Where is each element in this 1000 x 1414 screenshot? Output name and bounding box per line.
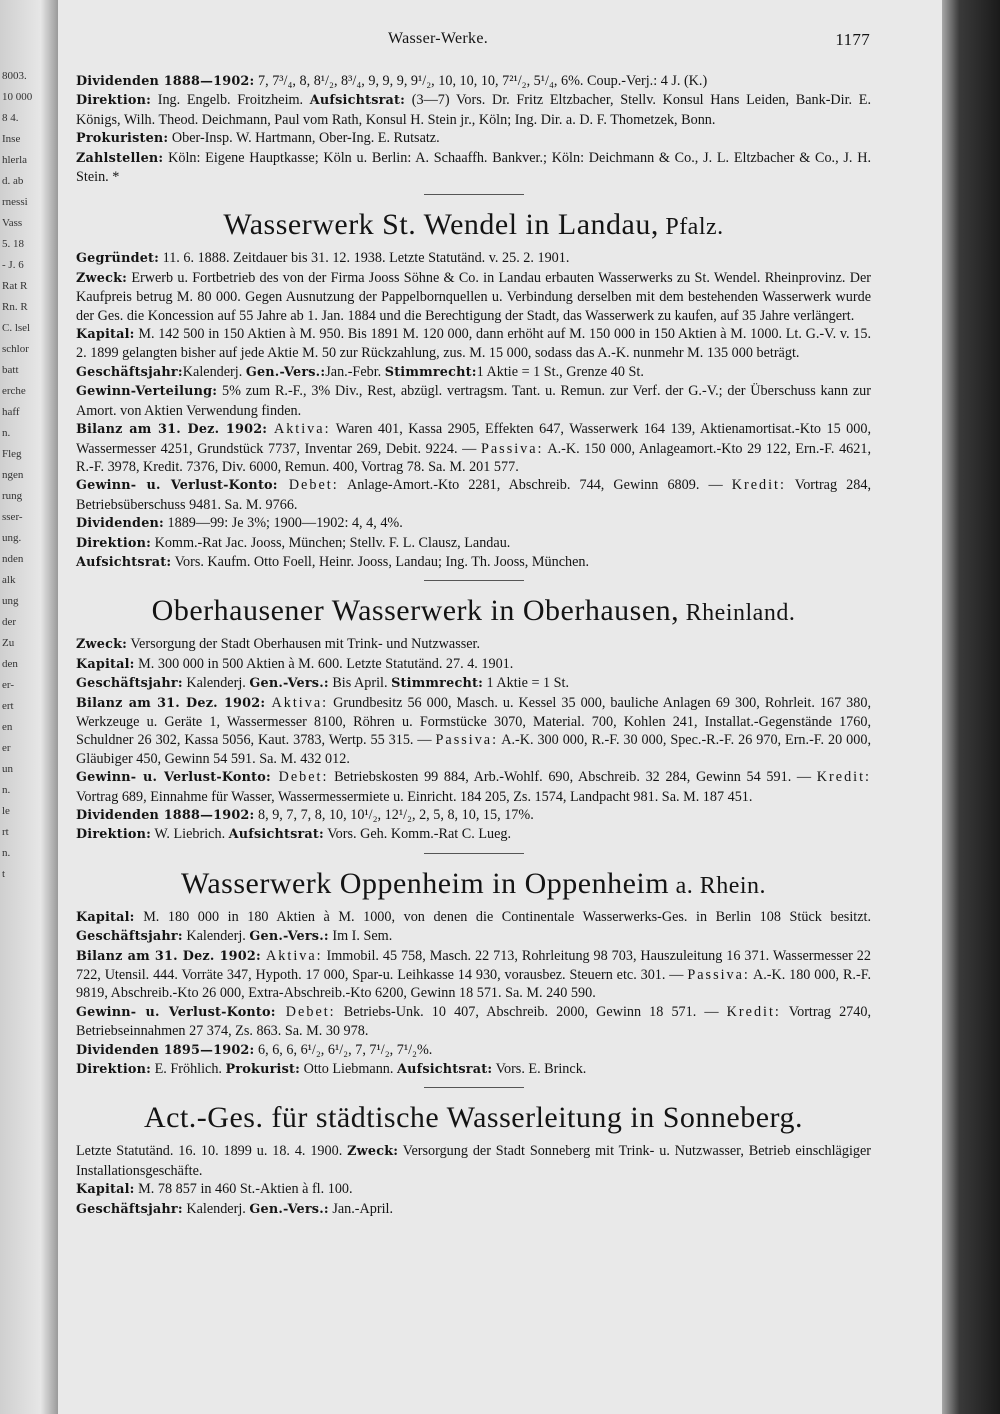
field-label: Zweck:	[76, 270, 128, 286]
entry-paragraph	[76, 1041, 871, 1060]
field-text: Kalenderj.	[182, 675, 250, 692]
field-label: Kapital:	[76, 327, 135, 343]
field-label: Kapital:	[76, 909, 135, 925]
field-label: Stimmrecht:	[384, 364, 477, 380]
field-label: Gegründet:	[76, 251, 160, 267]
entry-paragraph	[76, 1180, 871, 1199]
field-text: Immobil. 45 758, Masch. 22 713, Rohrleitung 98 703, Hauszuleitung 16 371. Wassermesser 22 722, Utensil. 444. Vorräte 347, Hypoth. 17 000, Spar-u. Leihkasse 14 930, vorausbez. Steuern etc. 301. —	[76, 947, 871, 984]
field-text: Kalenderj.	[182, 363, 246, 380]
company-entry	[76, 209, 871, 572]
field-label: Gewinn- u. Verlust-Konto:	[76, 478, 278, 494]
spaced-label: Passiva:	[480, 440, 544, 457]
running-title: Wasser-Werke.	[388, 30, 489, 47]
adjacent-page-margin	[0, 0, 58, 1414]
field-text: Versorgung der Stadt Sonneberg mit Trink- u. Nutzwasser, Betrieb einschlägiger Installationsgeschäfte.	[76, 1143, 871, 1179]
field-text: Im I. Sem.	[328, 928, 393, 945]
margin-fragment: batt	[2, 364, 19, 376]
field-label: Bilanz am 31. Dez. 1902:	[76, 695, 266, 711]
field-label: Gewinn- u. Verlust-Konto:	[76, 1004, 276, 1020]
field-text: Vors. Geh. Komm.-Rat C. Lueg.	[323, 826, 512, 843]
field-text: 1 Aktie = 1 St., Grenze 40 St.	[476, 363, 644, 380]
field-text: Waren 401, Kassa 2905, Effekten 647, Wasserwerk 164 139, Aktienamortisat.-Kto 15 000, Wassermesser 4251, Grundstück 7737, Inventar 269, Debit. 9224. —	[76, 421, 871, 457]
document-page	[58, 0, 942, 1414]
field-text: Letzte Statutänd. 16. 10. 1899 u. 18. 4. 1900.	[76, 1143, 348, 1160]
spaced-label: Kredit:	[731, 477, 786, 494]
field-text: Erwerb u. Fortbetrieb des von der Firma Jooss Söhne & Co. in Landau erbauten Wasserwerks zu St. Wendel. Rheinprovinz. Der Kaufpreis betrug M. 80 000. Gegen Ausnutzung der Pappelbornquellen u. Verbindung derselben mit dem bestehenden Wasserwerk wurde der Ges. die Koncession auf 55 Jahre ab 1. Jan. 1884 und die Berechtigung der Stadt, das Wasserwerk zu kaufen, auf 35 Jahre verlängert.	[76, 269, 871, 324]
margin-fragment: haff	[2, 406, 20, 418]
field-text: Betriebs-Unk. 10 407, Abschreib. 2000, Gewinn 18 571. —	[335, 1003, 727, 1020]
document-body	[76, 72, 871, 1219]
entry-paragraph	[76, 149, 871, 187]
margin-fragment: nden	[2, 553, 24, 565]
field-label: Aufsichtsrat:	[396, 1062, 493, 1078]
margin-fragment: sser-	[2, 511, 23, 523]
margin-fragment: en	[2, 721, 13, 733]
margin-fragment: ngen	[2, 469, 24, 481]
entry-paragraph	[76, 72, 871, 91]
field-label: Direktion:	[76, 1062, 152, 1078]
field-text: Kalenderj.	[182, 928, 250, 945]
entry-paragraph	[76, 382, 871, 420]
entry-paragraph	[76, 1200, 871, 1219]
entry-paragraph	[76, 1060, 871, 1079]
margin-fragment: alk	[2, 574, 16, 586]
field-label: Direktion:	[76, 827, 152, 843]
field-label: Gewinn-Verteilung:	[76, 384, 218, 400]
field-text: Otto Liebmann.	[300, 1061, 397, 1078]
field-text: M. 78 857 in 460 St.-Aktien à fl. 100.	[134, 1181, 353, 1198]
margin-fragment: 8003.	[2, 70, 27, 82]
field-label: Gen.-Vers.:	[249, 1201, 329, 1217]
field-text: 11. 6. 1888. Zeitdauer bis 31. 12. 1938. Letzte Statutänd. v. 25. 2. 1901.	[159, 250, 570, 267]
margin-fragment: rung	[2, 490, 23, 502]
company-location: Rheinland.	[679, 600, 796, 627]
margin-fragment: rt	[2, 826, 9, 838]
margin-fragment: ung.	[2, 532, 22, 544]
page-number: 1177	[835, 30, 870, 49]
company-entry	[76, 595, 871, 844]
margin-fragment: schlor	[2, 343, 29, 355]
margin-fragment: n.	[2, 784, 11, 796]
spaced-label: Passiva:	[687, 967, 750, 984]
margin-fragment: rnessi	[2, 196, 28, 208]
section-divider	[424, 194, 524, 195]
entry-paragraph	[76, 476, 871, 514]
field-label: Gewinn- u. Verlust-Konto:	[76, 770, 271, 786]
field-text: Köln: Eigene Hauptkasse; Köln u. Berlin: A. Schaaffh. Bankver.; Köln: Deichmann & Co., J. L. Eltzbacher & Co., J. H. Stein. *	[76, 149, 871, 186]
field-text: (3—7) Vors. Dr. Fritz Eltzbacher, Stellv. Konsul Hans Leiden, Bank-Dir. E. Königs, Wilh. Theod. Deichmann, Paul vom Rath, Konsul H. Stein jr., Köln; Ing. Dir. a. D. F. Thometzek, Bonn.	[76, 92, 871, 128]
field-label: Dividenden 1895—1902:	[76, 1042, 255, 1058]
book-edge	[942, 0, 1000, 1414]
entry-paragraph	[76, 635, 871, 654]
field-text: Betriebskosten 99 884, Arb.-Wohlf. 690, Abschreib. 32 284, Gewinn 54 591. —	[328, 769, 817, 786]
company-entry	[76, 1102, 871, 1219]
entry-paragraph	[76, 249, 871, 268]
field-label: Bilanz am 31. Dez. 1902:	[76, 948, 261, 964]
field-label: Zahlstellen:	[76, 150, 164, 166]
margin-fragment: Rat R	[2, 280, 28, 292]
spaced-label: Debet:	[275, 1003, 336, 1020]
field-text: Vortrag 284, Betriebsüberschuss 9481. Sa. M. 9766.	[76, 477, 871, 513]
field-label: Dividenden 1888—1902:	[76, 808, 255, 823]
entry-paragraph	[76, 129, 871, 148]
field-label: Kapital:	[76, 656, 135, 672]
field-label: Prokurist:	[225, 1062, 301, 1078]
spaced-label: Aktiva:	[265, 694, 329, 711]
entry-paragraph	[76, 269, 871, 325]
entry-paragraph	[76, 1003, 871, 1041]
entry-paragraph	[76, 825, 871, 844]
spaced-label: Aktiva:	[267, 421, 331, 438]
field-label: Dividenden:	[76, 516, 164, 532]
field-text: Jan.-Febr.	[325, 363, 385, 380]
field-text: Vortrag 689, Einnahme für Wasser, Wassermessermiete u. Einricht. 184 205, Zs. 1574, Landpacht 981. Sa. M. 187 451.	[76, 788, 753, 805]
entry-paragraph	[76, 947, 871, 1003]
entry-paragraph	[76, 363, 871, 382]
entry-paragraph	[76, 908, 871, 947]
entry-paragraph	[76, 1142, 871, 1180]
company-location: Pfalz.	[658, 214, 724, 241]
section-divider	[424, 1087, 524, 1088]
margin-fragment: n.	[2, 847, 11, 859]
field-label: Aufsichtsrat:	[228, 827, 324, 843]
entry-paragraph	[76, 514, 871, 533]
company-heading	[76, 209, 871, 243]
margin-fragment: n.	[2, 427, 11, 439]
margin-fragment: - J. 6	[2, 259, 24, 271]
field-label: Geschäftsjahr:	[76, 929, 183, 945]
field-text: 6, 6, 6, 6¹/₂, 6¹/₂, 7, 7¹/₂, 7¹/₂%.	[254, 1041, 433, 1058]
field-label: Geschäftsjahr:	[76, 1201, 183, 1217]
spaced-label: Passiva:	[435, 732, 499, 749]
company-name: Wasserwerk St. Wendel in Landau,	[223, 208, 659, 242]
margin-fragment: t	[2, 868, 6, 880]
margin-fragment: Inse	[2, 133, 21, 145]
margin-fragment: Zu	[2, 637, 15, 649]
field-text: Vors. Kaufm. Otto Foell, Heinr. Jooss, Landau; Ing. Th. Jooss, München.	[171, 553, 590, 570]
entry-paragraph	[76, 553, 871, 572]
field-text: A.-K. 300 000, R.-F. 30 000, Spec.-R.-F. 26 970, Ern.-F. 20 000, Gläubiger 450, Gewinn 54 591. Sa. M. 432 012.	[76, 732, 871, 767]
company-location: a. Rhein.	[669, 872, 767, 899]
field-text: Komm.-Rat Jac. Jooss, München; Stellv. F. L. Clausz, Landau.	[151, 534, 511, 551]
spaced-label: Kredit:	[726, 1003, 781, 1020]
margin-fragment: C. lsel	[2, 322, 31, 334]
field-text: Vors. E. Brinck.	[492, 1061, 587, 1078]
entry-paragraph	[76, 806, 871, 825]
field-label: Direktion:	[76, 93, 152, 109]
field-text: Bis April.	[328, 675, 392, 692]
field-text: W. Liebrich.	[151, 826, 229, 843]
field-text: M. 142 500 in 150 Aktien à M. 950. Bis 1891 M. 120 000, dann erhöht auf M. 150 000 in 150 Aktien à M. 1000. Lt. G.-V. v. 15. 2. 1899 gelangten bisher auf jede Aktie M. 50 zur Rückzahlung, zus. M. 15 000, sodass das A.-K. nunmehr M. 135 000 beträgt.	[76, 326, 871, 362]
entry-paragraph	[76, 325, 871, 363]
margin-fragment: hlerla	[2, 154, 28, 166]
field-text: A.-K. 150 000, Anlageamort.-Kto 29 122, Ern.-F. 4621, R.-F. 3978, Kredit. 7376, Div. 6000, Remun. 400, Vortrag 78. Sa. M. 201 577.	[76, 440, 871, 475]
field-label: Direktion:	[76, 535, 152, 551]
field-text: 8, 9, 7, 7, 8, 10, 10¹/₂, 12¹/₂, 2, 5, 8, 10, 15, 17%.	[254, 807, 534, 823]
field-text: M. 180 000 in 180 Aktien à M. 1000, von denen die Continentale Wasserwerks-Ges. in Berlin 108 Stück besitzt.	[134, 908, 871, 925]
company-heading	[76, 1102, 871, 1136]
entry-paragraph	[76, 768, 871, 806]
field-label: Bilanz am 31. Dez. 1902:	[76, 422, 268, 438]
spaced-label: Debet:	[277, 477, 339, 494]
section-divider	[424, 580, 524, 581]
field-label: Gen.-Vers.:	[245, 364, 326, 380]
margin-fragment: Rn. R	[2, 301, 28, 313]
field-label: Geschäftsjahr:	[76, 364, 183, 380]
field-label: Stimmrecht:	[391, 676, 483, 692]
margin-fragment: ert	[2, 700, 14, 712]
field-label: Aufsichtsrat:	[309, 93, 406, 109]
spaced-label: Aktiva:	[260, 947, 323, 964]
field-label: Prokuristen:	[76, 131, 169, 147]
field-text: Vortrag 2740, Betriebseinnahmen 27 374, Zs. 863. Sa. M. 30 978.	[76, 1003, 871, 1040]
field-text: Anlage-Amort.-Kto 2281, Abschreib. 744, Gewinn 6809. —	[338, 477, 732, 494]
company-name: Wasserwerk Oppenheim in Oppenheim	[180, 866, 670, 900]
company-name: Oberhausener Wasserwerk in Oberhausen,	[151, 594, 680, 628]
field-text: Ober-Insp. W. Hartmann, Ober-Ing. E. Rutsatz.	[168, 130, 440, 147]
field-label: Zweck:	[347, 1144, 399, 1160]
field-label: Aufsichtsrat:	[76, 554, 172, 570]
field-label: Dividenden 1888—1902:	[76, 74, 255, 89]
margin-fragment: er	[2, 742, 11, 754]
field-label: Zweck:	[76, 637, 128, 653]
field-text: Ing. Engelb. Froitzheim.	[151, 92, 310, 109]
margin-fragment: Fleg	[2, 448, 22, 460]
field-text: E. Fröhlich.	[151, 1061, 226, 1078]
field-label: Gen.-Vers.:	[249, 929, 329, 945]
margin-fragment: le	[2, 805, 10, 817]
field-label: Geschäftsjahr:	[76, 676, 183, 692]
field-text: 1 Aktie = 1 St.	[483, 675, 570, 692]
entry-paragraph	[76, 694, 871, 769]
margin-fragment: 8 4.	[2, 112, 19, 124]
margin-fragment: Vass	[2, 217, 23, 229]
margin-fragment: 10 000	[2, 91, 33, 103]
entry-paragraph	[76, 674, 871, 693]
field-text: M. 300 000 in 500 Aktien à M. 600. Letzte Statutänd. 27. 4. 1901.	[134, 655, 514, 672]
field-text: Kalenderj.	[182, 1200, 250, 1217]
field-text: Versorgung der Stadt Oberhausen mit Trink- und Nutzwasser.	[127, 636, 481, 653]
field-label: Gen.-Vers.:	[249, 676, 329, 692]
field-text: A.-K. 180 000, R.-F. 9819, Abschreib.-Kto 26 000, Extra-Abschreib.-Kto 6200, Gewinn 18 571. Sa. M. 240 590.	[76, 967, 871, 1002]
entry-paragraph	[76, 655, 871, 674]
field-text: 7, 7³/₄, 8, 8¹/₂, 8³/₄, 9, 9, 9, 9¹/₂, 10, 10, 10, 7²¹/₂, 5¹/₄, 6%. Coup.-Verj.: 4 J. (K.)	[254, 73, 708, 89]
section-divider	[424, 853, 524, 854]
margin-fragment: er-	[2, 679, 14, 691]
margin-fragment: der	[2, 616, 17, 628]
margin-fragment: ung	[2, 595, 19, 607]
company-entry	[76, 72, 871, 186]
field-label: Kapital:	[76, 1182, 135, 1198]
margin-fragment: den	[2, 658, 18, 670]
spaced-label: Debet:	[270, 769, 329, 786]
entry-paragraph	[76, 420, 871, 476]
company-heading	[76, 595, 871, 629]
field-text: Jan.-April.	[328, 1200, 394, 1217]
field-text: 1889—99: Je 3%; 1900—1902: 4, 4, 4%.	[163, 515, 403, 532]
entry-paragraph	[76, 91, 871, 129]
entry-paragraph	[76, 534, 871, 553]
company-entry	[76, 868, 871, 1080]
margin-fragment: 5. 18	[2, 238, 24, 250]
field-text: 5% zum R.-F., 3% Div., Rest, abzügl. vertragsm. Tant. u. Remun. zur Verf. der G.-V.; der Überschuss kann zur Amort. von Aktien Verwendung finden.	[76, 383, 871, 419]
field-text: Grundbesitz 56 000, Masch. u. Kessel 35 000, bauliche Anlagen 69 300, Rohrleit. 167 380, Werkzeuge u. Geräte 1, Wassermesser 8100, Röhren u. Formstücke 3070, Material. 700, Kohlen 241, Installat.-Gegenstände 1760, Schuldner 26 302, Kassa 5056, Kaut. 3783, Wertp. 55 315. —	[76, 694, 872, 749]
company-heading	[76, 868, 871, 902]
margin-fragment: un	[2, 763, 13, 775]
margin-fragment: erche	[2, 385, 26, 397]
margin-fragment: d. ab	[2, 175, 24, 187]
company-name: Act.-Ges. für städtische Wasserleitung in Sonneberg.	[143, 1101, 803, 1135]
spaced-label: Kredit:	[816, 769, 871, 786]
